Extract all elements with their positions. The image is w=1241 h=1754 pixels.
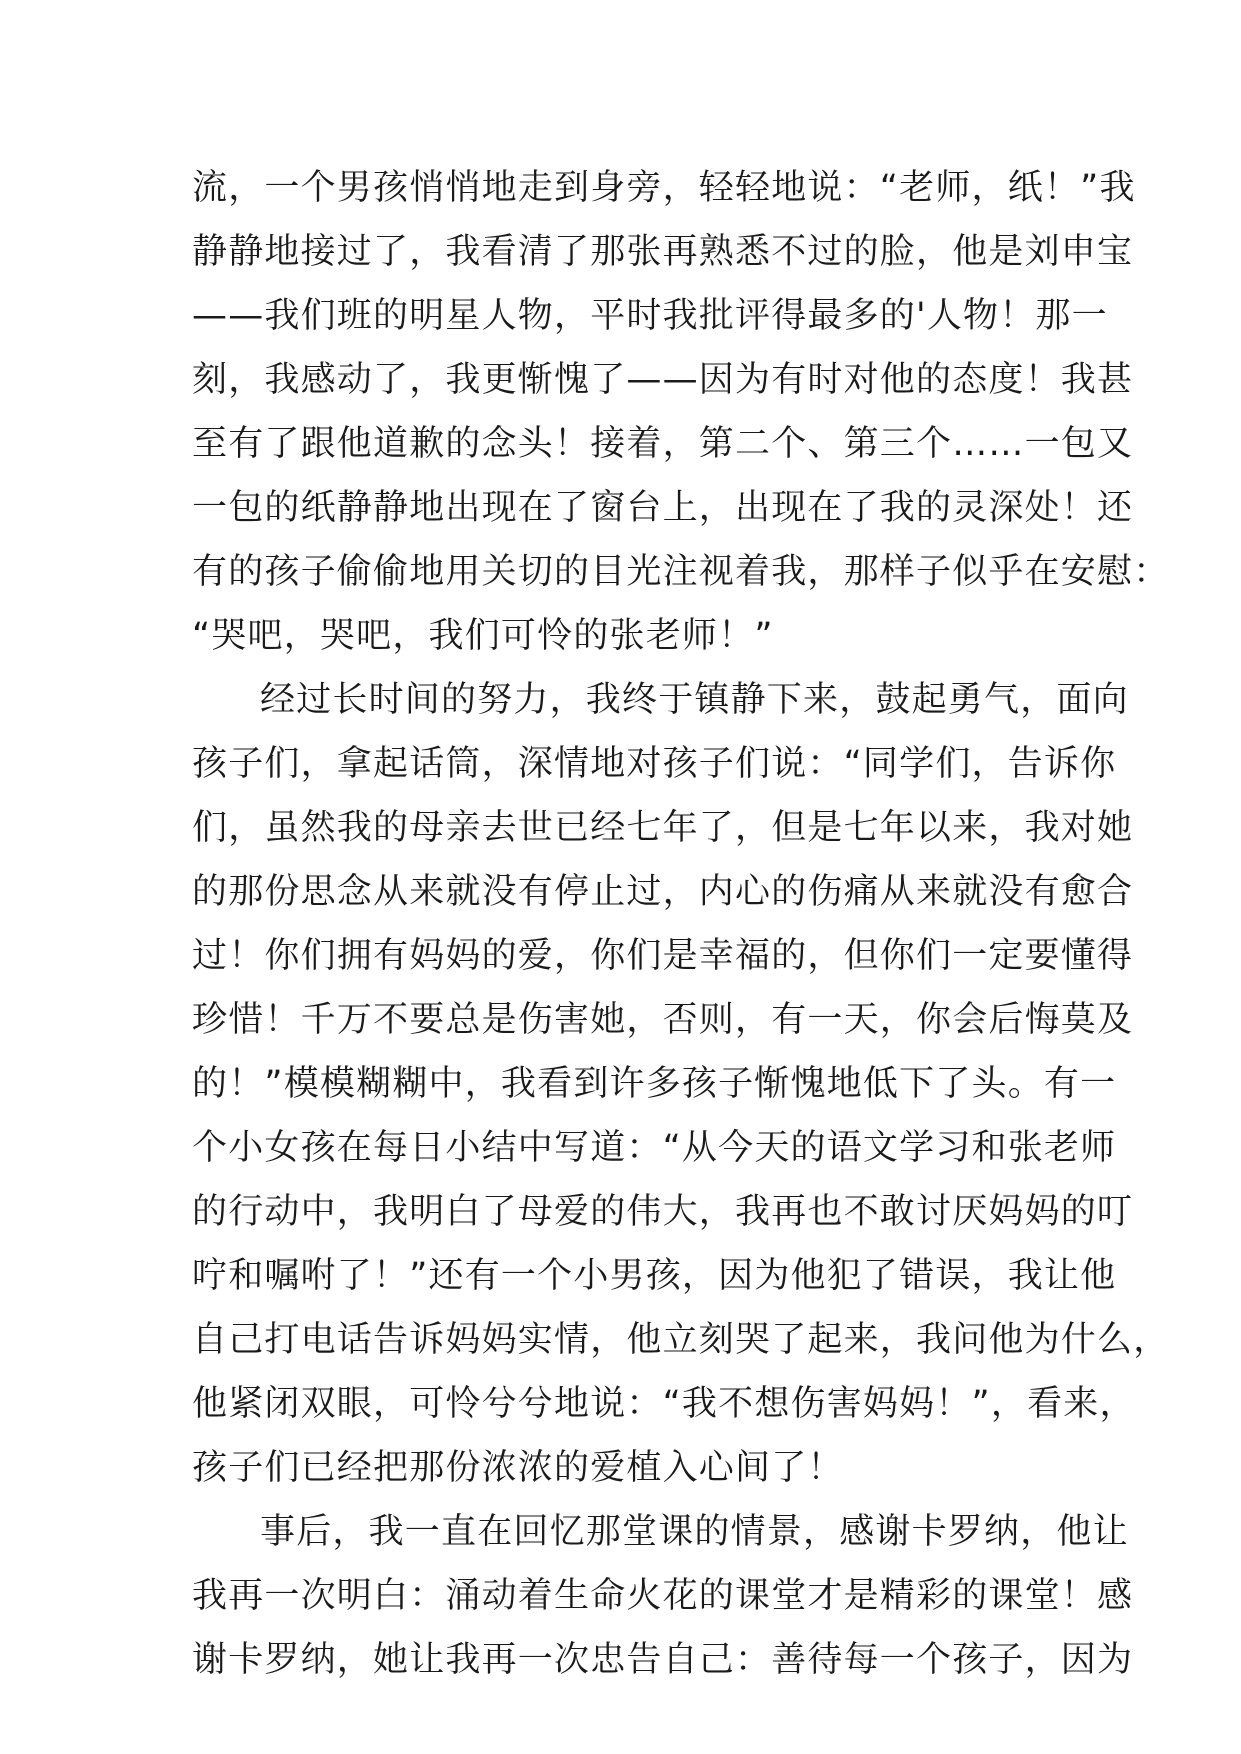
text-line: 自己打电话告诉妈妈实情，他立刻哭了起来，我问他为什么， [192, 1320, 1170, 1360]
text-line: 一包的纸静静地出现在了窗台上，出现在了我的灵深处！还 [192, 488, 1134, 528]
text-line: 至有了跟他道歉的念头！接着，第二个、第三个……一包又 [192, 424, 1134, 464]
paragraph-start-line: 事后，我一直在回忆那堂课的情景，感谢卡罗纳，他让 [260, 1512, 1129, 1552]
text-line: 个小女孩在每日小结中写道：“从今天的语文学习和张老师 [192, 1128, 1117, 1168]
text-line: “哭吧，哭吧，我们可怜的张老师！” [192, 616, 774, 656]
text-line: ——我们班的明星人物，平时我批评得最多的'人物！那一 [192, 296, 1108, 336]
text-line: 的行动中，我明白了母爱的伟大，我再也不敢讨厌妈妈的叮 [192, 1192, 1134, 1232]
text-line: 静静地接过了，我看清了那张再熟悉不过的脸，他是刘申宝 [192, 232, 1134, 272]
paragraph-start-line: 经过长时间的努力，我终于镇静下来，鼓起勇气，面向 [260, 680, 1129, 720]
text-line: 刻，我感动了，我更惭愧了——因为有时对他的态度！我甚 [192, 360, 1134, 400]
text-line: 孩子们已经把那份浓浓的爱植入心间了！ [192, 1448, 844, 1488]
text-line: 他紧闭双眼，可怜兮兮地说：“我不想伤害妈妈！”，看来， [192, 1384, 1136, 1424]
text-line: 我再一次明白：涌动着生命火花的课堂才是精彩的课堂！感 [192, 1576, 1134, 1616]
text-line: 的那份思念从来就没有停止过，内心的伤痛从来就没有愈合 [192, 872, 1134, 912]
body-text [192, 156, 1170, 1692]
text-line: 谢卡罗纳，她让我再一次忠告自己：善待每一个孩子，因为 [192, 1640, 1134, 1680]
text-line: 孩子们，拿起话筒，深情地对孩子们说：“同学们，告诉你 [192, 744, 1117, 784]
text-line: 流，一个男孩悄悄地走到身旁，轻轻地说：“老师，纸！”我 [192, 168, 1136, 208]
text-line: 咛和嘱咐了！”还有一个小男孩，因为他犯了错误，我让他 [192, 1256, 1117, 1296]
text-line: 珍惜！千万不要总是伤害她，否则，有一天，你会后悔莫及 [192, 1000, 1134, 1040]
text-line: 有的孩子偷偷地用关切的目光注视着我，那样子似乎在安慰： [192, 552, 1170, 592]
text-line: 们，虽然我的母亲去世已经七年了，但是七年以来，我对她 [192, 808, 1134, 848]
text-line: 的！”模模糊糊中，我看到许多孩子惭愧地低下了头。有一 [192, 1064, 1117, 1104]
text-line: 过！你们拥有妈妈的爱，你们是幸福的，但你们一定要懂得 [192, 936, 1134, 976]
